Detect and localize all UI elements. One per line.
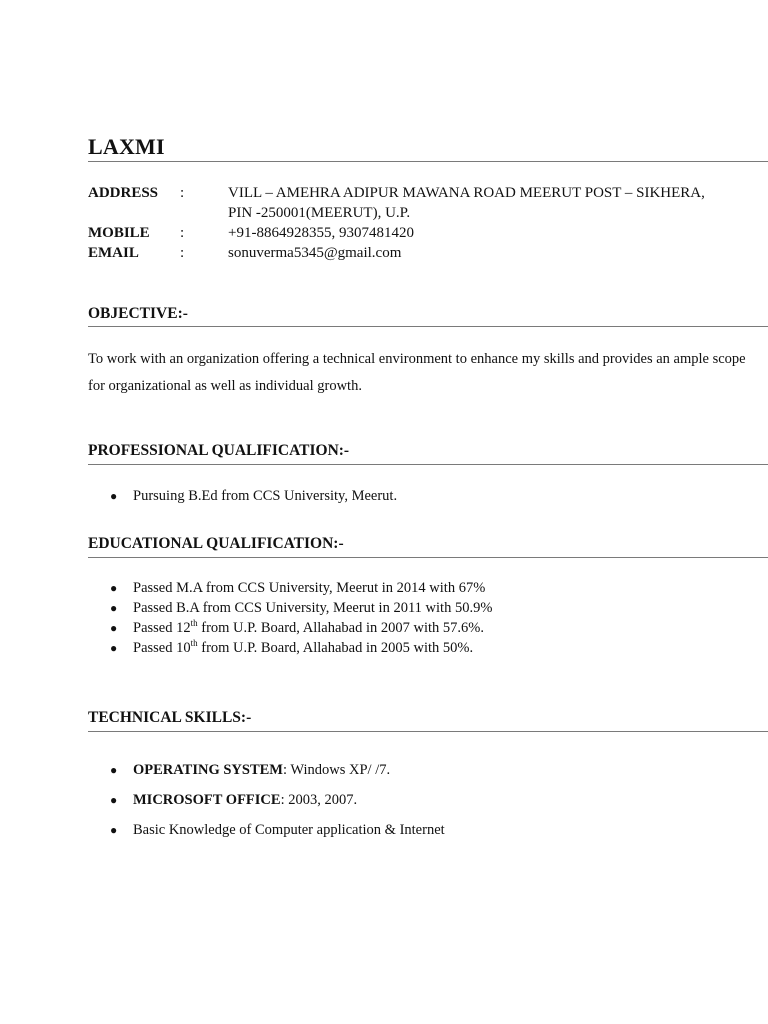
list-item <box>88 760 445 780</box>
education-item-text: Passed M.A from CCS University, Meerut in 2014 with 67% <box>133 580 486 596</box>
list-item <box>88 598 492 618</box>
education-item-text: Passed B.A from CCS University, Meerut in 2011 with 50.9% <box>133 600 493 616</box>
list-item <box>88 618 492 638</box>
skill-label: OPERATING SYSTEM <box>133 762 283 778</box>
address-line-1: VILL – AMEHRA ADIPUR MAWANA ROAD MEERUT POST – SIKHERA, <box>228 185 705 201</box>
contact-block <box>88 183 758 263</box>
list-item <box>88 578 492 598</box>
bullet-icon: ● <box>110 763 118 777</box>
candidate-name: LAXMI <box>88 134 165 159</box>
bullet-icon: ● <box>110 581 118 595</box>
education-item-text-end: from U.P. Board, Allahabad in 2005 with 50%. <box>197 640 474 656</box>
educational-title: EDUCATIONAL QUALIFICATION:- <box>88 535 344 552</box>
objective-divider <box>88 326 768 327</box>
mobile-value: +91-8864928355, 9307481420 <box>228 225 414 241</box>
address-line-2: PIN -250001(MEERUT), U.P. <box>228 205 411 221</box>
name-divider <box>88 161 768 162</box>
list-item <box>88 486 397 506</box>
educational-divider <box>88 557 768 558</box>
bullet-icon: ● <box>110 641 118 655</box>
email-row <box>88 243 758 263</box>
education-item-text-end: from U.P. Board, Allahabad in 2007 with 57.6%. <box>197 620 484 636</box>
email-value: sonuverma5345@gmail.com <box>228 245 402 261</box>
bullet-icon: ● <box>110 793 118 807</box>
mobile-row <box>88 223 758 243</box>
mobile-separator: : <box>180 225 185 241</box>
bullet-icon: ● <box>110 823 118 837</box>
professional-divider <box>88 464 768 465</box>
ordinal-superscript: th <box>190 618 198 629</box>
objective-text: To work with an organization offering a technical environment to enhance my skills and provides an ample scope for organizational as well as individual growth. <box>88 351 746 394</box>
email-label: EMAIL <box>88 245 139 261</box>
bullet-icon: ● <box>110 489 118 503</box>
professional-title: PROFESSIONAL QUALIFICATION:- <box>88 442 350 459</box>
educational-list <box>88 578 492 658</box>
education-item-text-start: Passed 10 <box>133 640 191 656</box>
skill-value: Basic Knowledge of Computer application & Internet <box>133 822 445 838</box>
skill-value: : Windows XP/ /7. <box>283 762 391 778</box>
skill-label: MICROSOFT OFFICE <box>133 792 281 808</box>
email-separator: : <box>180 245 185 261</box>
bullet-icon: ● <box>110 601 118 615</box>
address-label: ADDRESS <box>88 185 159 201</box>
address-value <box>228 183 758 223</box>
technical-list <box>88 760 445 850</box>
address-row <box>88 183 758 223</box>
list-item <box>88 790 445 810</box>
list-item <box>88 820 445 840</box>
objective-title: OBJECTIVE:- <box>88 305 188 322</box>
mobile-label: MOBILE <box>88 225 150 241</box>
list-item <box>88 638 492 658</box>
bullet-icon: ● <box>110 621 118 635</box>
technical-title: TECHNICAL SKILLS:- <box>88 709 252 726</box>
skill-value: : 2003, 2007. <box>280 792 358 808</box>
education-item-text-start: Passed 12 <box>133 620 191 636</box>
address-separator: : <box>180 185 185 201</box>
ordinal-superscript: th <box>190 638 198 649</box>
professional-list <box>88 486 397 506</box>
technical-divider <box>88 731 768 732</box>
professional-item-text: Pursuing B.Ed from CCS University, Meerut. <box>133 488 398 504</box>
